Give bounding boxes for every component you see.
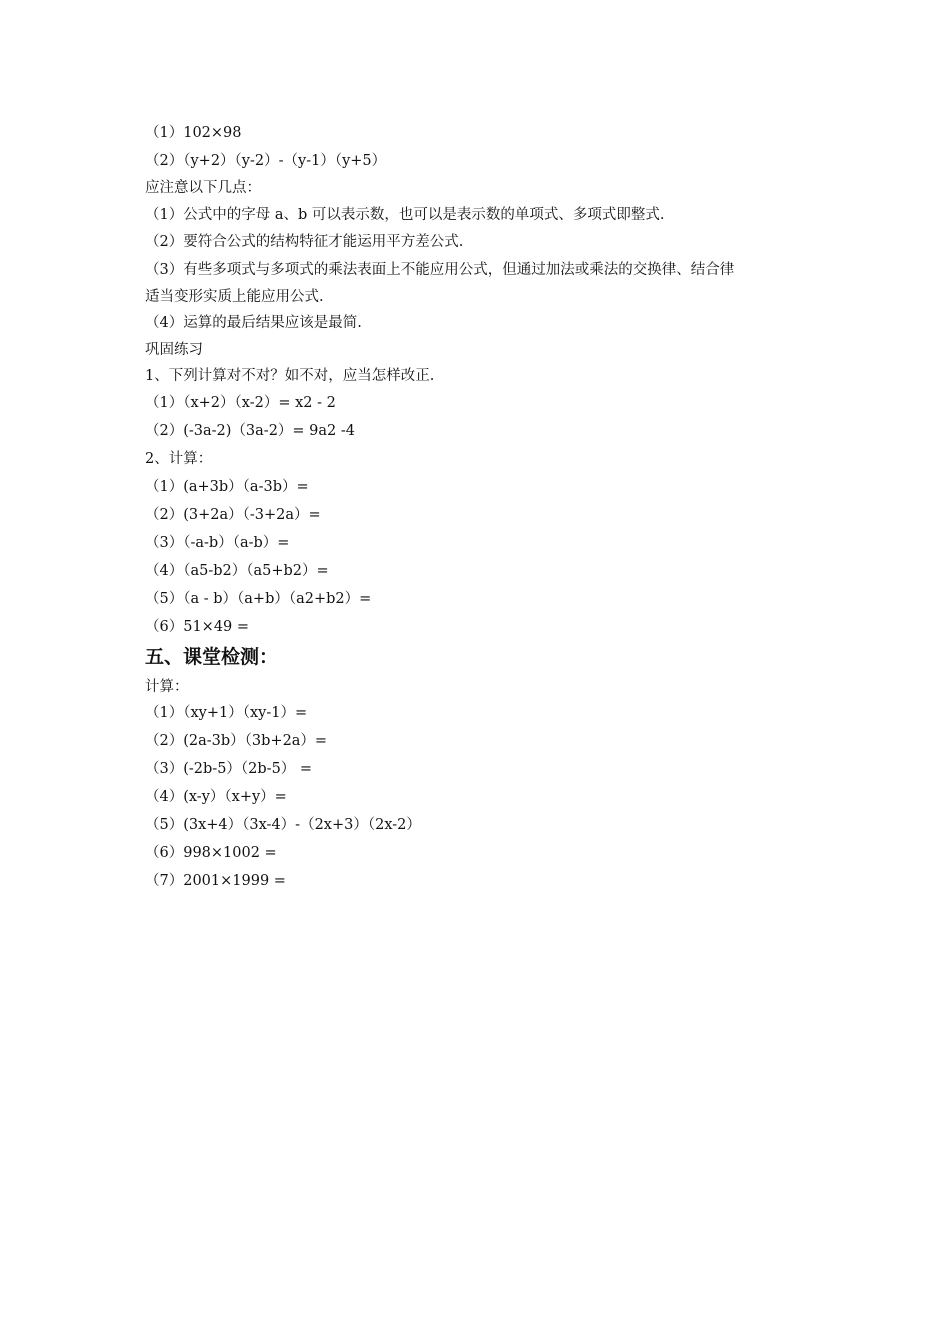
note-4: （4）运算的最后结果应该是最简. [145, 315, 362, 331]
test-item-2: （2）(2a-3b）（3b+2a）= [145, 733, 328, 749]
practice-q2-item-6: （6）51×49 = [145, 619, 250, 635]
intro-exercise-1: （1）102×98 [145, 125, 242, 141]
practice-q1-title: 1、下列计算对不对？如不对，应当怎样改正. [145, 368, 435, 384]
test-item-1: （1）（xy+1）（xy-1）= [145, 705, 308, 721]
practice-q2-item-1: （1）(a+3b）（a-3b）= [145, 479, 309, 495]
practice-q2-title: 2、计算： [145, 451, 213, 467]
test-item-5: （5）(3x+4）（3x-4）-（2x+3）（2x-2） [145, 817, 421, 833]
note-3-continued: 适当变形实质上能应用公式. [145, 289, 324, 305]
practice-q2-item-4: （4）（a5-b2）（a5+b2）= [145, 563, 329, 579]
test-item-3: （3）(-2b-5）（2b-5） = [145, 761, 313, 777]
test-item-4: （4）(x-y）（x+y）= [145, 789, 287, 805]
practice-q2-item-2: （2）(3+2a）（-3+2a）= [145, 507, 321, 523]
intro-exercise-2: （2）（y+2）（y-2）-（y-1）（y+5） [145, 153, 387, 169]
section-heading: 五、课堂检测： [145, 646, 279, 668]
practice-q2-item-5: （5）（a - b）（a+b）（a2+b2）= [145, 591, 372, 607]
test-title: 计算： [145, 679, 189, 695]
notes-title: 应注意以下几点： [145, 180, 261, 196]
note-3: （3）有些多项式与多项式的乘法表面上不能应用公式，但通过加法或乘法的交换律、结合律 [145, 262, 735, 278]
note-1: （1）公式中的字母 a、b 可以表示数，也可以是表示数的单项式、多项式即整式. [145, 207, 665, 223]
test-item-6: （6）998×1002 = [145, 845, 277, 861]
practice-q1-item-1: （1）（x+2）（x-2）= x2 - 2 [145, 395, 336, 411]
practice-q1-item-2: （2）(-3a-2)（3a-2）= 9a2 -4 [145, 423, 356, 439]
test-item-7: （7）2001×1999 = [145, 873, 286, 889]
note-2: （2）要符合公式的结构特征才能运用平方差公式. [145, 234, 464, 250]
practice-title: 巩固练习 [145, 342, 203, 358]
practice-q2-item-3: （3）（-a-b）（a-b）= [145, 535, 290, 551]
